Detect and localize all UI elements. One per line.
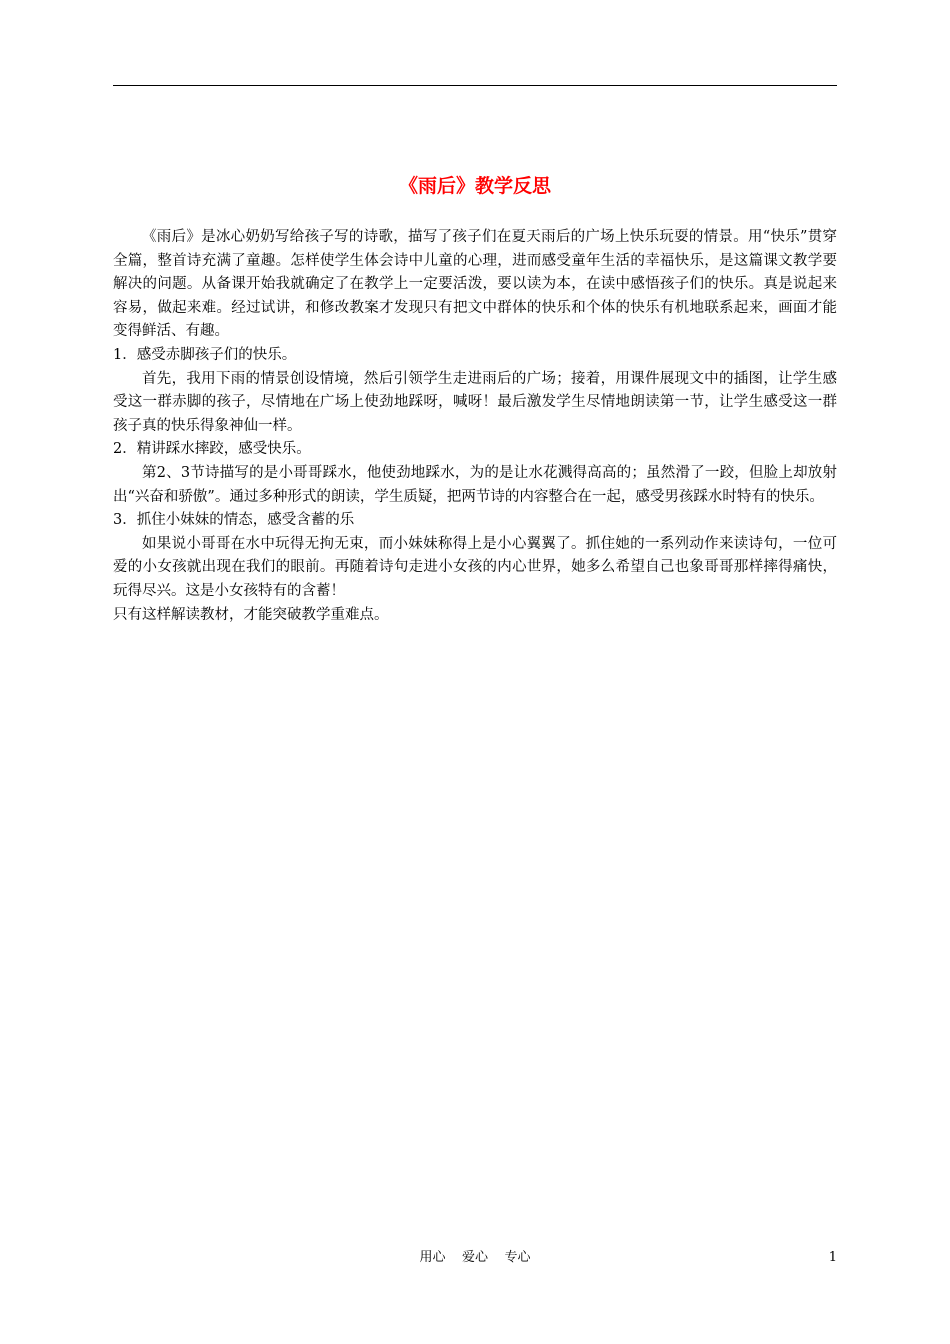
document-title: 《雨后》教学反思	[398, 175, 551, 197]
section-paragraph-3: 如果说小哥哥在水中玩得无拘无束，而小妹妹称得上是小心翼翼了。抓住她的一系列动作来读诗句，一位可爱的小女孩就出现在我们的眼前。再随着诗句走进小女孩的内心世界，她多么希望自己也象哥哥那样摔得痛快，玩得尽兴。这是小女孩特有的含蓄！	[113, 535, 837, 599]
page-number: 1	[828, 1250, 837, 1265]
section-paragraph-2: 第2、3节诗描写的是小哥哥踩水，他使劲地踩水，为的是让水花溅得高高的；虽然滑了一跤，但脸上却放射出“兴奋和骄傲”。通过多种形式的朗读，学生质疑，把两节诗的内容整合在一起，感受男孩踩水时特有的快乐。	[113, 464, 837, 505]
intro-paragraph: 《雨后》是冰心奶奶写给孩子写的诗歌，描写了孩子们在夏天雨后的广场上快乐玩耍的情景。用“快乐”贯穿全篇，整首诗充满了童趣。怎样使学生体会诗中儿童的心理，进而感受童年生活的幸福快乐，是这篇课文教学要解决的问题。从备课开始我就确定了在教学上一定要活泼，要以读为本，在读中感悟孩子们的快乐。真是说起来容易，做起来难。经过试讲，和修改教案才发现只有把文中群体的快乐和个体的快乐有机地联系起来，画面才能变得鲜活、有趣。	[113, 229, 837, 340]
closing-paragraph: 只有这样解读教材，才能突破教学重难点。	[113, 606, 389, 623]
header-rule	[113, 85, 837, 86]
document-body	[113, 226, 837, 627]
section-heading-3: 3．抓住小妹妹的情态，感受含蓄的乐	[113, 512, 355, 529]
section-paragraph-1: 首先，我用下雨的情景创设情境，然后引领学生走进雨后的广场；接着，用课件展现文中的插图，让学生感受这一群赤脚的孩子，尽情地在广场上使劲地踩呀，喊呀！最后激发学生尽情地朗读第一节，让学生感受这一群孩子真的快乐得象神仙一样。	[113, 370, 837, 434]
section-heading-1: 1．感受赤脚孩子们的快乐。	[113, 346, 297, 363]
section-heading-2: 2．精讲踩水摔跤，感受快乐。	[113, 441, 311, 458]
footer-motto: 用心 爱心 专心	[419, 1250, 531, 1265]
